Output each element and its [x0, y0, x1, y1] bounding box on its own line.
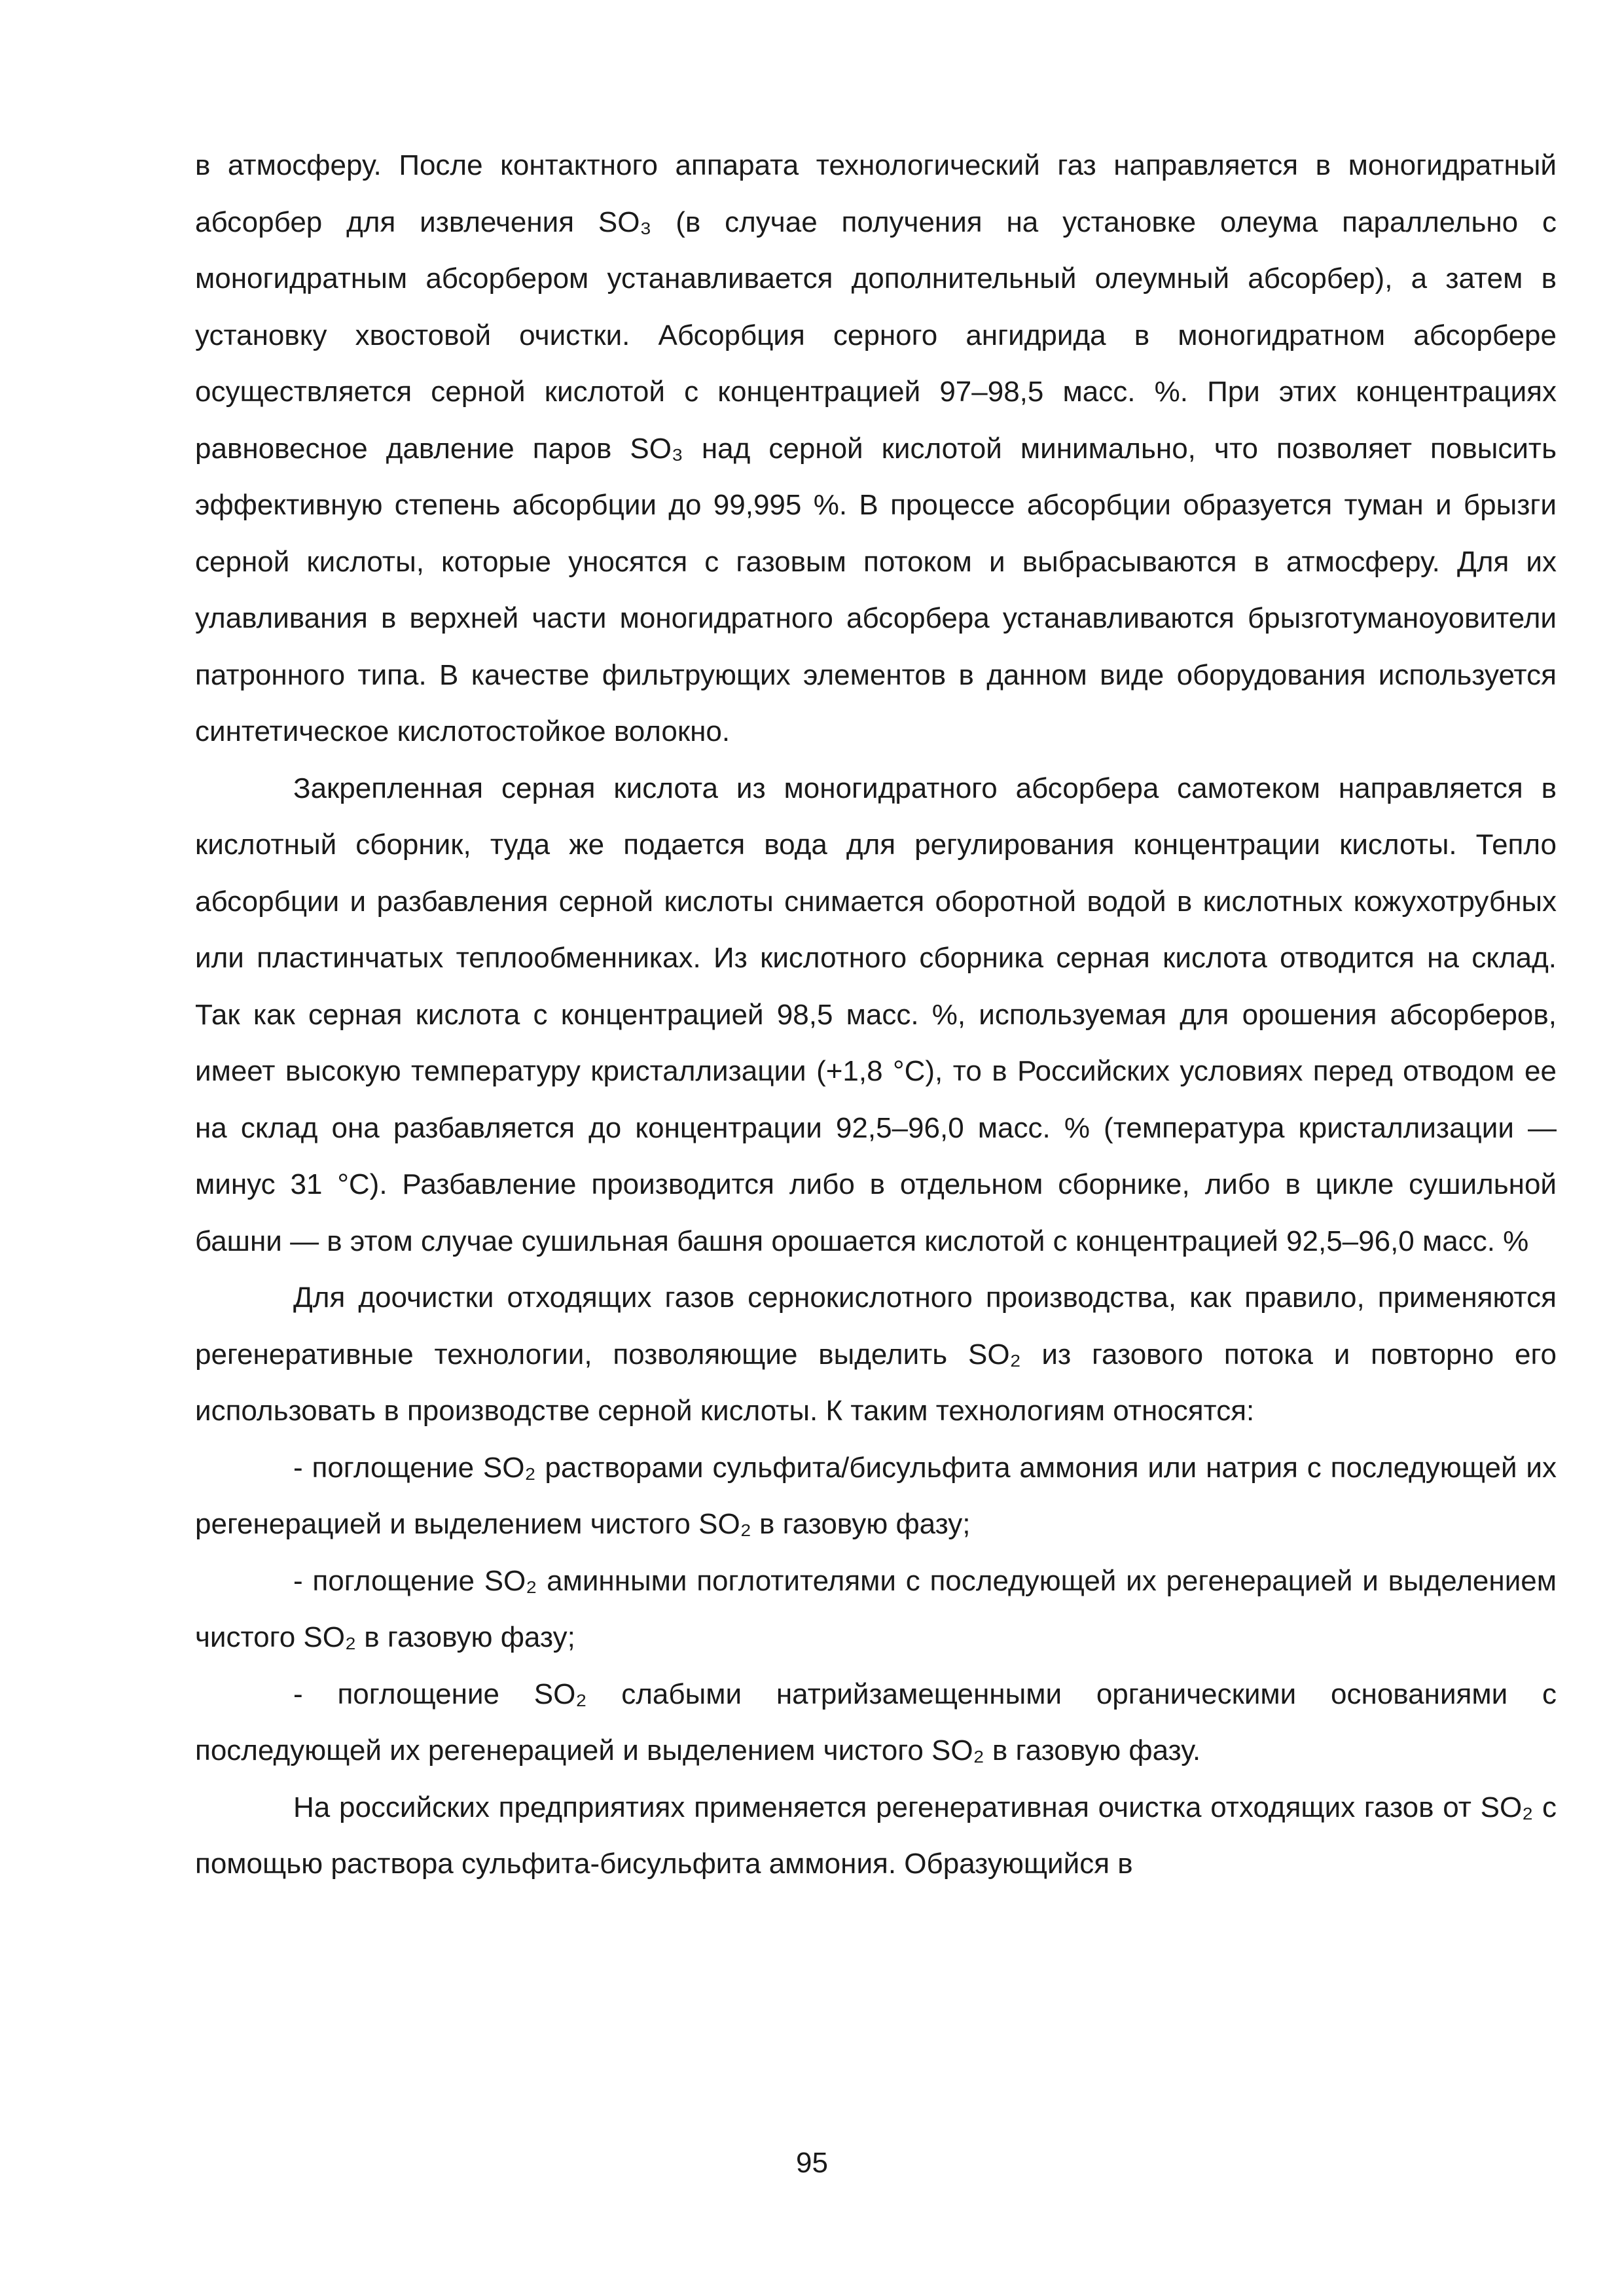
paragraph-acid-collection: Закрепленная серная кислота из моногидратного абсорбера самотеком направляется в кислотный сборник, туда же подается вода для регулирования концентрации кислоты. Тепло абсорбции и разбавления серной кислоты снимается оборотной водой в кислотных кожухотрубных или пластинчатых теплообменниках. Из кислотного сборника серная кислота отводится на склад. Так как серная кислота с концентрацией 98,5 масс. %, используемая для орошения абсорберов, имеет высокую температуру кристаллизации (+1,8 °С), то в Российских условиях перед отводом ее на склад она разбавляется до концентрации 92,5–96,0 масс. % (температура кристаллизации — минус 31 °С). Разбавление производится либо в отдельном сборнике, либо в цикле сушильной башни — в этом случае сушильная башня орошается кислотой с концентрацией 92,5–96,0 масс. %	[195, 772, 1557, 1257]
list-item-sulfite-absorption: - поглощение SO₂ растворами сульфита/бисульфита аммония или натрия с последующей их регенерацией и выделением чистого SO₂ в газовую фазу;	[195, 1451, 1557, 1540]
page-number: 95	[796, 2147, 828, 2179]
paragraph-tail-gas-treatment: Для доочистки отходящих газов сернокислотного производства, как правило, применяются регенеративные технологии, позволяющие выделить SO₂ из газового потока и повторно его использовать в производстве серной кислоты. К таким технологиям относятся:	[195, 1282, 1557, 1427]
document-body	[195, 137, 1557, 1893]
paragraph-continuation: в атмосферу. После контактного аппарата технологический газ направляется в моногидратный абсорбер для извлечения SO₃ (в случае получения на установке олеума параллельно с моногидратным абсорбером устанавливается дополнительный олеумный абсорбер), а затем в установку хвостовой очистки. Абсорбция серного ангидрида в моногидратном абсорбере осуществляется серной кислотой с концентрацией 97–98,5 масс. %. При этих концентрациях равновесное давление паров SO₃ над серной кислотой минимально, что позволяет повысить эффективную степень абсорбции до 99,995 %. В процессе абсорбции образуется туман и брызги серной кислоты, которые уносятся с газовым потоком и выбрасываются в атмосферу. Для их улавливания в верхней части моногидратного абсорбера устанавливаются брызготуманоуовители патронного типа. В качестве фильтрующих элементов в данном виде оборудования используется синтетическое кислотостойкое волокно.	[195, 149, 1557, 747]
list-item-organic-base-absorption: - поглощение SO₂ слабыми натрийзамещенными органическими основаниями с последующей их регенерацией и выделением чистого SO₂ в газовую фазу.	[195, 1677, 1557, 1767]
paragraph-russian-enterprises: На российских предприятиях применяется регенеративная очистка отходящих газов от SO₂ с помощью раствора сульфита-бисульфита аммония. Образующийся в	[195, 1791, 1557, 1880]
list-item-amine-absorption: - поглощение SO₂ аминными поглотителями с последующей их регенерацией и выделением чистого SO₂ в газовую фазу;	[195, 1564, 1557, 1653]
